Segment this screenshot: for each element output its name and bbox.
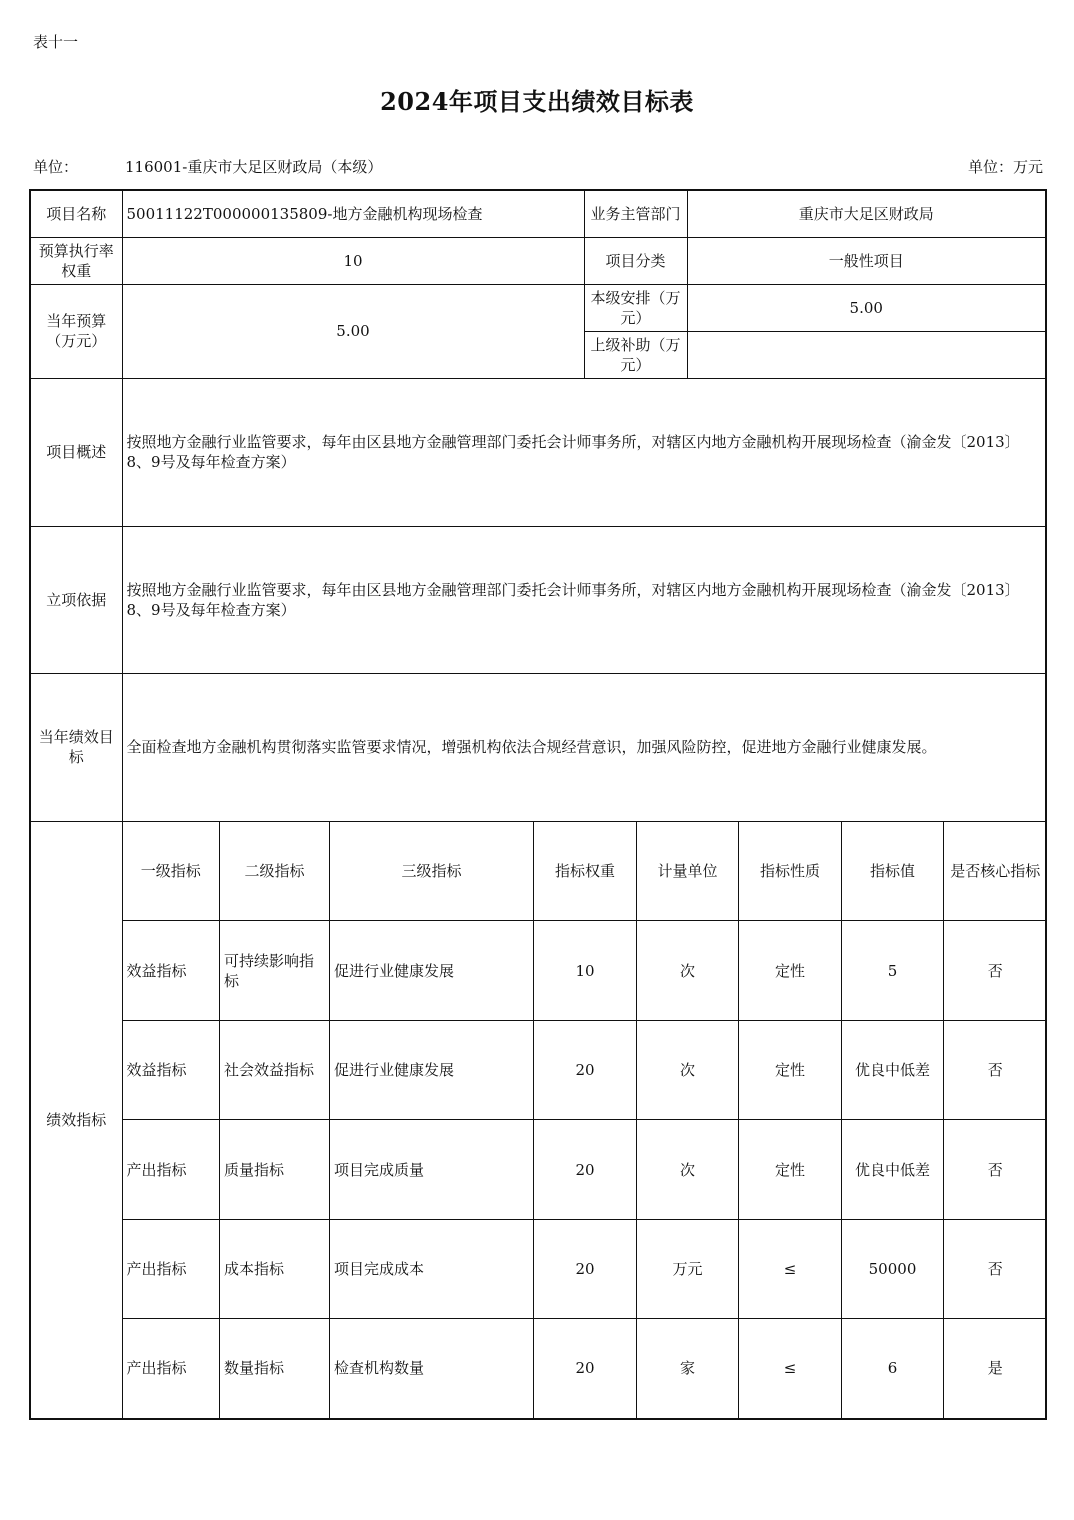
basis-label: 立项依据 xyxy=(30,526,122,673)
goal-label: 当年绩效目标 xyxy=(30,673,122,821)
project-name-label: 项目名称 xyxy=(30,190,122,237)
row-overview xyxy=(30,378,1046,526)
project-name-value: 50011122T000000135809-地方金融机构现场检查 xyxy=(122,190,584,237)
table-row xyxy=(123,1220,1047,1319)
unit-value: 116001-重庆市大足区财政局（本级） xyxy=(125,158,383,176)
budget-value: 5.00 xyxy=(122,284,584,378)
row-basis xyxy=(30,526,1046,673)
level2-cell: 数量指标 xyxy=(220,1319,330,1418)
unit-label: 单位： xyxy=(33,158,79,176)
unit-row xyxy=(33,156,1043,178)
header-nature: 指标性质 xyxy=(739,822,842,921)
row-project-name xyxy=(30,190,1046,237)
unit-cell: 家 xyxy=(637,1319,739,1418)
nature-cell: 定性 xyxy=(739,1021,842,1120)
header-value: 指标值 xyxy=(842,822,944,921)
header-unit: 计量单位 xyxy=(637,822,739,921)
core-cell: 否 xyxy=(944,921,1047,1021)
core-cell: 否 xyxy=(944,1120,1047,1220)
table-row xyxy=(123,1319,1047,1418)
weight-cell: 20 xyxy=(534,1021,637,1120)
own-label: 本级安排（万元） xyxy=(584,284,687,331)
unit-cell: 次 xyxy=(637,1120,739,1220)
indicators-section-label: 绩效指标 xyxy=(30,821,122,1419)
table-row xyxy=(123,921,1047,1021)
core-cell: 否 xyxy=(944,1021,1047,1120)
budget-label: 当年预算（万元） xyxy=(30,284,122,378)
nature-cell: 定性 xyxy=(739,1120,842,1220)
level1-cell: 产出指标 xyxy=(123,1220,220,1319)
level3-cell: 检查机构数量 xyxy=(330,1319,534,1418)
own-value: 5.00 xyxy=(687,284,1046,331)
indicators-table xyxy=(123,822,1047,1418)
goal-value: 全面检查地方金融机构贯彻落实监管要求情况，增强机构依法合规经营意识，加强风险防控，促进地方金融行业健康发展。 xyxy=(122,673,1046,821)
category-value: 一般性项目 xyxy=(687,237,1046,284)
level1-cell: 效益指标 xyxy=(123,1021,220,1120)
table-row xyxy=(123,1021,1047,1120)
row-weight xyxy=(30,237,1046,284)
table-row xyxy=(123,1120,1047,1220)
level2-cell: 社会效益指标 xyxy=(220,1021,330,1120)
level1-cell: 效益指标 xyxy=(123,921,220,1021)
level3-cell: 项目完成成本 xyxy=(330,1220,534,1319)
level2-cell: 质量指标 xyxy=(220,1120,330,1220)
nature-cell: ≤ xyxy=(739,1319,842,1418)
nature-cell: 定性 xyxy=(739,921,842,1021)
level1-cell: 产出指标 xyxy=(123,1120,220,1220)
core-cell: 否 xyxy=(944,1220,1047,1319)
unit-cell: 万元 xyxy=(637,1220,739,1319)
page-label: 表十一 xyxy=(33,33,79,51)
indicators-header-row xyxy=(123,822,1047,921)
value-cell: 50000 xyxy=(842,1220,944,1319)
weight-cell: 20 xyxy=(534,1319,637,1418)
weight-cell: 10 xyxy=(534,921,637,1021)
value-cell: 5 xyxy=(842,921,944,1021)
unit-cell: 次 xyxy=(637,1021,739,1120)
level3-cell: 促进行业健康发展 xyxy=(330,1021,534,1120)
currency-unit: 单位：万元 xyxy=(967,158,1043,176)
overview-value: 按照地方金融行业监管要求，每年由区县地方金融管理部门委托会计师事务所，对辖区内地方金融机构开展现场检查（渝金发〔2013〕8、9号及每年检查方案） xyxy=(122,378,1046,526)
dept-label: 业务主管部门 xyxy=(584,190,687,237)
value-cell: 6 xyxy=(842,1319,944,1418)
row-indicators xyxy=(30,821,1046,1419)
level3-cell: 促进行业健康发展 xyxy=(330,921,534,1021)
header-core: 是否核心指标 xyxy=(944,822,1047,921)
weight-cell: 20 xyxy=(534,1220,637,1319)
row-budget-own xyxy=(30,284,1046,331)
nature-cell: ≤ xyxy=(739,1220,842,1319)
weight-label: 预算执行率权重 xyxy=(30,237,122,284)
value-cell: 优良中低差 xyxy=(842,1021,944,1120)
category-label: 项目分类 xyxy=(584,237,687,284)
header-level1: 一级指标 xyxy=(123,822,220,921)
unit-cell: 次 xyxy=(637,921,739,1021)
value-cell: 优良中低差 xyxy=(842,1120,944,1220)
header-level2: 二级指标 xyxy=(220,822,330,921)
weight-cell: 20 xyxy=(534,1120,637,1220)
core-cell: 是 xyxy=(944,1319,1047,1418)
level3-cell: 项目完成质量 xyxy=(330,1120,534,1220)
header-weight: 指标权重 xyxy=(534,822,637,921)
level1-cell: 产出指标 xyxy=(123,1319,220,1418)
basis-value: 按照地方金融行业监管要求，每年由区县地方金融管理部门委托会计师事务所，对辖区内地方金融机构开展现场检查（渝金发〔2013〕8、9号及每年检查方案） xyxy=(122,526,1046,673)
header-level3: 三级指标 xyxy=(330,822,534,921)
weight-value: 10 xyxy=(122,237,584,284)
subsidy-label: 上级补助（万元） xyxy=(584,331,687,378)
performance-table xyxy=(29,189,1047,1420)
level2-cell: 可持续影响指标 xyxy=(220,921,330,1021)
page-title: 2024年项目支出绩效目标表 xyxy=(380,87,694,116)
level2-cell: 成本指标 xyxy=(220,1220,330,1319)
subsidy-value xyxy=(687,331,1046,378)
row-goal xyxy=(30,673,1046,821)
overview-label: 项目概述 xyxy=(30,378,122,526)
dept-value: 重庆市大足区财政局 xyxy=(687,190,1046,237)
indicators-cell xyxy=(122,821,1046,1419)
